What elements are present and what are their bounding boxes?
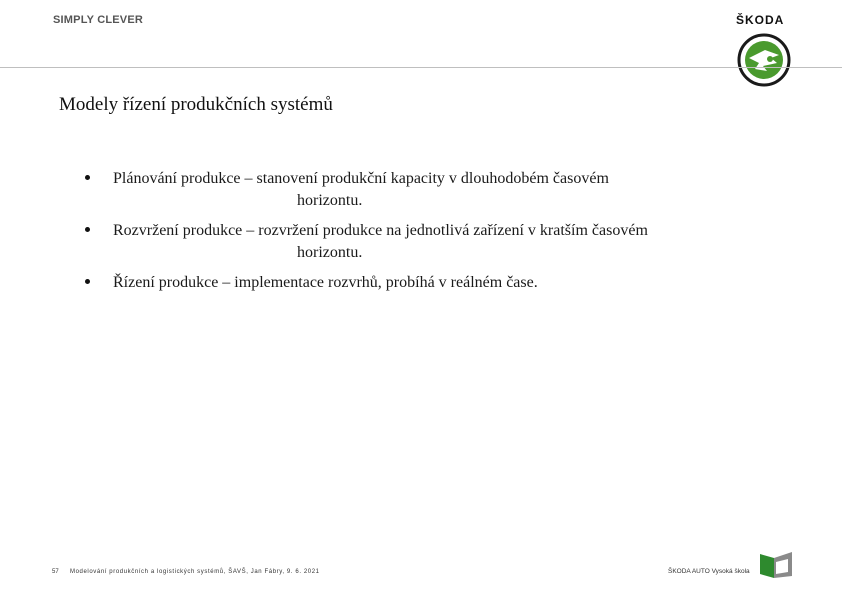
skoda-brand-name: ŠKODA [736, 13, 785, 27]
bullet-list [83, 168, 783, 302]
footer-brand: ŠKODA AUTO Vysoká škola [668, 568, 750, 575]
bullet-text: Rozvržení produkce – rozvržení produkce na jednotlivá zařízení v kratším časovém [113, 222, 648, 239]
list-item [83, 272, 783, 294]
page-number: 57 [52, 569, 59, 575]
skoda-winged-arrow-icon [737, 33, 791, 87]
footer-citation: Modelování produkčních a logistických systémů, ŠAVŠ, Jan Fábry, 9. 6. 2021 [70, 569, 320, 575]
bullet-continuation: horizontu. [297, 244, 363, 261]
list-item [83, 220, 783, 264]
bullet-text: Plánování produkce – stanovení produkční kapacity v dlouhodobém časovém [113, 170, 609, 187]
simply-clever-tagline: SIMPLY CLEVER [53, 14, 144, 26]
bullet-continuation: horizontu. [297, 192, 363, 209]
header-divider [0, 67, 842, 68]
bullet-dot-icon [85, 227, 90, 232]
savs-flag-icon [758, 550, 794, 582]
list-item [83, 168, 783, 212]
bullet-dot-icon [85, 279, 90, 284]
bullet-dot-icon [85, 175, 90, 180]
bullet-text: Řízení produkce – implementace rozvrhů, probíhá v reálném čase. [113, 274, 538, 291]
page-title: Modely řízení produkčních systémů [59, 94, 333, 115]
